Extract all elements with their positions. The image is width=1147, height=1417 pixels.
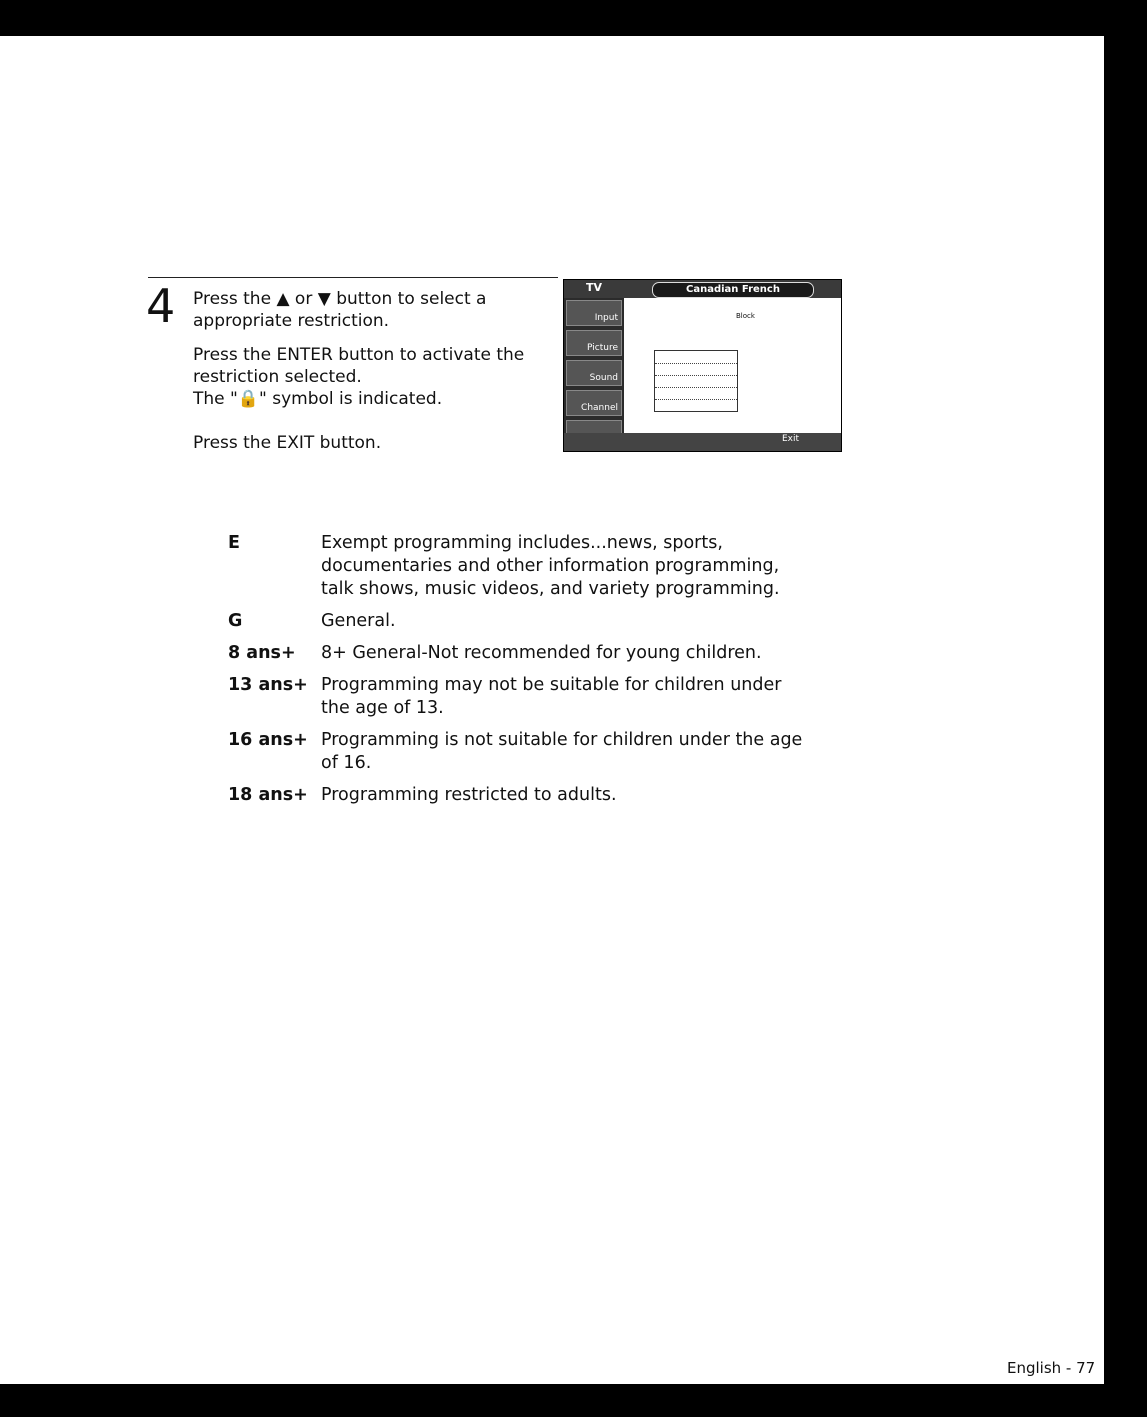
tv-menu-sidebar (564, 298, 624, 451)
rating-code: G (228, 611, 243, 631)
ratings-list (228, 532, 828, 816)
tv-grid-row (655, 387, 737, 388)
bottom-border-bar (0, 1384, 1147, 1417)
tv-menu-topbar (564, 280, 841, 298)
instruction-exit: Press the EXIT button. (193, 433, 382, 453)
rating-code: 13 ans+ (228, 675, 308, 695)
rating-code: 8 ans+ (228, 643, 296, 663)
step-divider (148, 277, 558, 278)
rating-description: Programming is not suitable for children under the age of 16. (321, 730, 803, 773)
tv-block-label: Block (736, 312, 755, 320)
tv-exit-label: Exit (782, 434, 800, 444)
rating-row-8 (228, 642, 828, 665)
rating-code: 16 ans+ (228, 730, 308, 750)
rating-description: General. (321, 611, 396, 631)
tv-menu-screenshot (563, 279, 842, 452)
rating-row-e (228, 532, 828, 601)
rating-code: 18 ans+ (228, 785, 308, 805)
tv-sidebar-input: Input (566, 300, 622, 326)
tv-menu-title: Canadian French (652, 282, 814, 298)
right-border-bar (1104, 0, 1147, 1384)
rating-description: Programming restricted to adults. (321, 785, 617, 805)
instruction-enter-text: Press the ENTER button to activate the restriction selected. (193, 345, 525, 387)
lock-icon: 🔒 (237, 389, 260, 409)
page-number-footer: English - 77 (1007, 1359, 1096, 1377)
tv-grid-row (655, 363, 737, 364)
instruction-symbol-suffix: " symbol is indicated. (259, 389, 443, 409)
tv-sidebar-picture: Picture (566, 330, 622, 356)
tv-menu-bottombar (564, 433, 841, 451)
top-border-bar (0, 0, 1147, 36)
rating-code: E (228, 533, 240, 553)
tv-grid-row (655, 375, 737, 376)
instruction-select: Press the ▲ or ▼ button to select a appropriate restriction. (193, 289, 487, 331)
rating-row-g (228, 610, 828, 633)
instruction-symbol-prefix: The " (193, 389, 238, 409)
rating-row-13 (228, 674, 828, 720)
rating-description: Exempt programming includes...news, sports, documentaries and other information programming, talk shows, music videos, and variety programming. (321, 533, 780, 599)
tv-grid-row (655, 399, 737, 400)
instruction-enter (193, 344, 543, 410)
rating-row-18 (228, 784, 828, 807)
rating-description: Programming may not be suitable for children under the age of 13. (321, 675, 782, 718)
tv-mode-label: TV (586, 281, 603, 294)
tv-sidebar-channel: Channel (566, 390, 622, 416)
step-number: 4 (146, 279, 176, 333)
rating-description: 8+ General-Not recommended for young children. (321, 643, 762, 663)
rating-row-16 (228, 729, 828, 775)
tv-rating-grid (654, 350, 738, 412)
tv-sidebar-sound: Sound (566, 360, 622, 386)
step-instructions (193, 288, 543, 466)
